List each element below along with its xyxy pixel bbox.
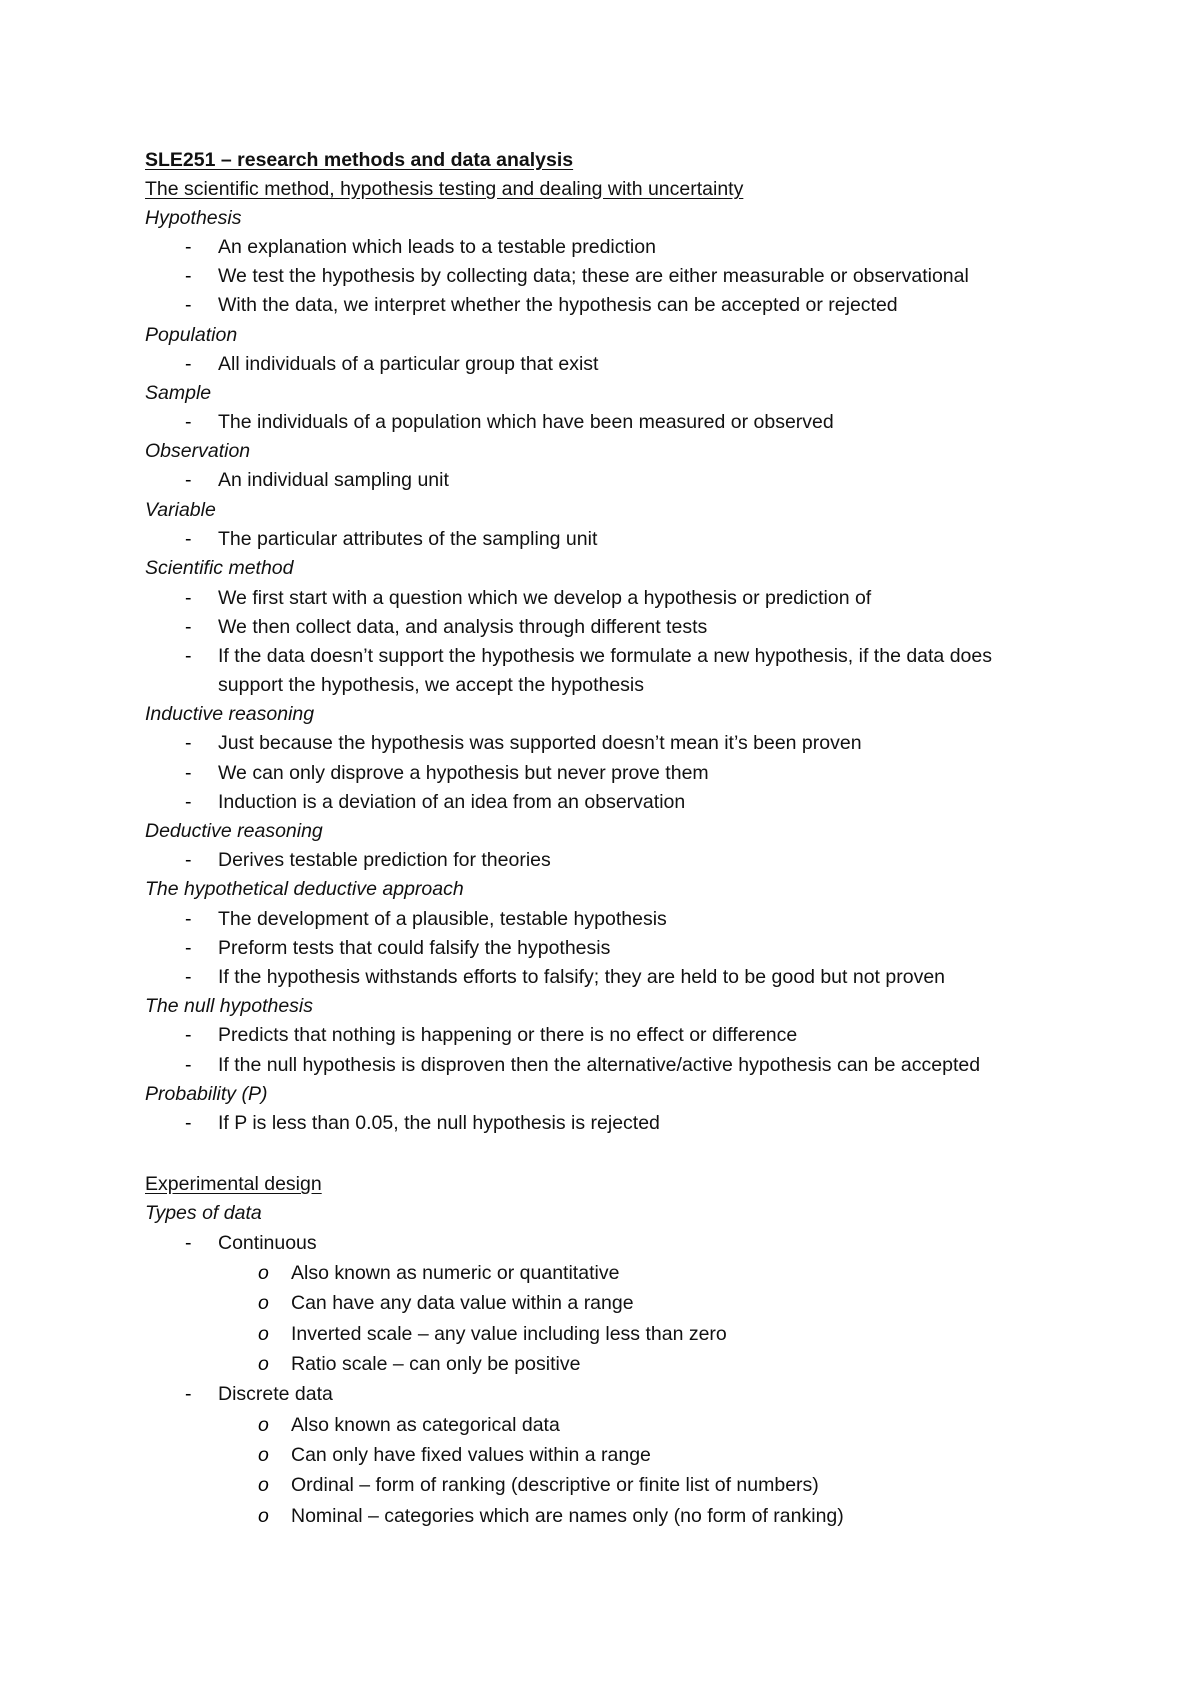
dash-bullet: -: [185, 616, 192, 638]
dash-bullet: -: [185, 236, 192, 258]
dash-bullet: -: [185, 908, 192, 930]
dash-bullet: -: [185, 1024, 192, 1046]
dash-bullet: -: [185, 353, 192, 375]
bullet-text: We can only disprove a hypothesis but never prove them: [218, 762, 709, 784]
bullet-text: If the hypothesis withstands efforts to falsify; they are held to be good but not proven: [218, 966, 946, 988]
dash-bullet: -: [185, 1112, 192, 1134]
dash-bullet: -: [185, 265, 192, 287]
bullet-text: All individuals of a particular group that exist: [218, 353, 599, 375]
bullet-text: If the data doesn’t support the hypothesis we formulate a new hypothesis, if the data does: [218, 645, 992, 667]
dash-bullet: -: [185, 966, 192, 988]
dash-bullet: -: [185, 587, 192, 609]
bullet-text: An individual sampling unit: [218, 469, 449, 491]
term-heading: Variable: [145, 499, 216, 521]
sub-bullet: o: [258, 1323, 269, 1345]
group-label: Discrete data: [218, 1383, 333, 1405]
sub-bullet-text: Ordinal – form of ranking (descriptive or finite list of numbers): [291, 1474, 819, 1496]
dash-bullet: -: [185, 937, 192, 959]
term-heading: Scientific method: [145, 557, 294, 579]
bullet-text: Derives testable prediction for theories: [218, 849, 551, 871]
term-heading: The hypothetical deductive approach: [145, 878, 464, 900]
sub-bullet: o: [258, 1444, 269, 1466]
sub-bullet: o: [258, 1262, 269, 1284]
sub-bullet: o: [258, 1505, 269, 1527]
bullet-text: Just because the hypothesis was supported doesn’t mean it’s been proven: [218, 732, 862, 754]
bullet-text: We then collect data, and analysis through different tests: [218, 616, 708, 638]
bullet-text: Preform tests that could falsify the hypothesis: [218, 937, 611, 959]
group-label: Continuous: [218, 1232, 317, 1254]
section-heading-scientific-method: The scientific method, hypothesis testing and dealing with uncertainty: [145, 178, 744, 200]
term-heading: Observation: [145, 440, 251, 462]
sub-bullet-text: Ratio scale – can only be positive: [291, 1353, 581, 1375]
sub-bullet-text: Inverted scale – any value including less than zero: [291, 1323, 727, 1345]
sub-bullet: o: [258, 1292, 269, 1314]
bullet-text: The individuals of a population which have been measured or observed: [218, 411, 834, 433]
bullet-text: Induction is a deviation of an idea from an observation: [218, 791, 686, 813]
bullet-text: The particular attributes of the sampling unit: [218, 528, 598, 550]
bullet-text: If P is less than 0.05, the null hypothesis is rejected: [218, 1112, 660, 1134]
bullet-text: We test the hypothesis by collecting data; these are either measurable or observational: [218, 265, 969, 287]
term-heading: Types of data: [145, 1202, 262, 1224]
dash-bullet: -: [185, 528, 192, 550]
bullet-text: Predicts that nothing is happening or there is no effect or difference: [218, 1024, 798, 1046]
bullet-text: With the data, we interpret whether the hypothesis can be accepted or rejected: [218, 294, 898, 316]
dash-bullet: -: [185, 1383, 192, 1405]
bullet-text: The development of a plausible, testable hypothesis: [218, 908, 667, 930]
dash-bullet: -: [185, 469, 192, 491]
sub-bullet: o: [258, 1474, 269, 1496]
dash-bullet: -: [185, 732, 192, 754]
dash-bullet: -: [185, 762, 192, 784]
term-heading: Hypothesis: [145, 207, 242, 229]
dash-bullet: -: [185, 411, 192, 433]
term-heading: Sample: [145, 382, 212, 404]
dash-bullet: -: [185, 849, 192, 871]
bullet-text: We first start with a question which we develop a hypothesis or prediction of: [218, 587, 872, 609]
dash-bullet: -: [185, 1054, 192, 1076]
sub-bullet-text: Can have any data value within a range: [291, 1292, 634, 1314]
sub-bullet-text: Can only have fixed values within a range: [291, 1444, 651, 1466]
section-heading-experimental-design: Experimental design: [145, 1173, 322, 1195]
dash-bullet: -: [185, 645, 192, 667]
term-heading: Population: [145, 324, 238, 346]
bullet-text-continuation: support the hypothesis, we accept the hypothesis: [218, 674, 645, 696]
sub-bullet-text: Nominal – categories which are names only (no form of ranking): [291, 1505, 844, 1527]
dash-bullet: -: [185, 1232, 192, 1254]
bullet-text: If the null hypothesis is disproven then the alternative/active hypothesis can be accepted: [218, 1054, 981, 1076]
term-heading: Inductive reasoning: [145, 703, 315, 725]
sub-bullet-text: Also known as numeric or quantitative: [291, 1262, 620, 1284]
bullet-text: An explanation which leads to a testable prediction: [218, 236, 656, 258]
sub-bullet-text: Also known as categorical data: [291, 1414, 560, 1436]
document-title: SLE251 – research methods and data analysis: [145, 149, 574, 171]
dash-bullet: -: [185, 791, 192, 813]
sub-bullet: o: [258, 1353, 269, 1375]
term-heading: Deductive reasoning: [145, 820, 323, 842]
sub-bullet: o: [258, 1414, 269, 1436]
term-heading: The null hypothesis: [145, 995, 314, 1017]
dash-bullet: -: [185, 294, 192, 316]
term-heading: Probability (P): [145, 1083, 268, 1105]
